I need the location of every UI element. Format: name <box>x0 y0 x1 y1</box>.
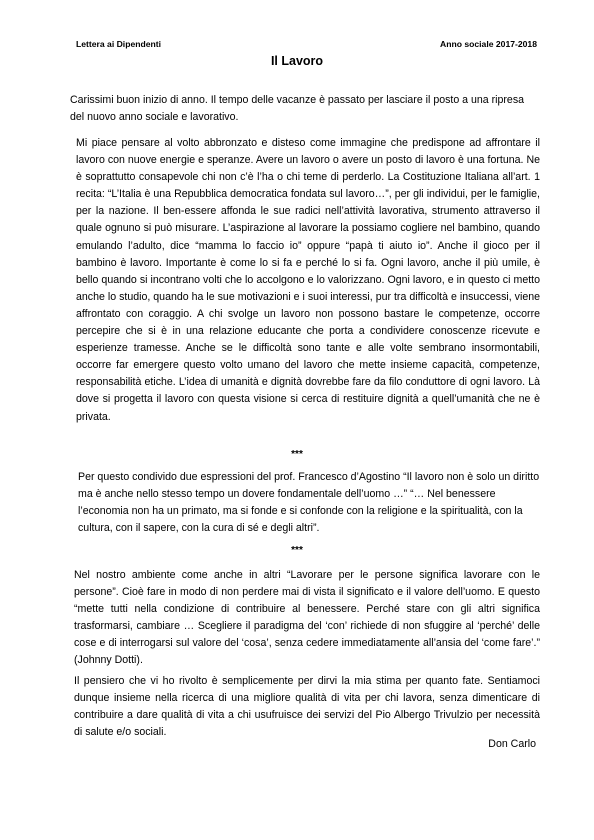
paragraph-intro: Carissimi buon inizio di anno. Il tempo delle vacanze è passato per lasciare il posto a una ripresa del nuovo anno sociale e lavorativo. <box>70 94 525 124</box>
paragraph-quote: Per questo condivido due espressioni del prof. Francesco d’Agostino “Il lavoro non è solo un diritto ma è anche nello stesso tempo un dovere fondamentale dell’uomo …” “… Nel benessere l’economia non ha un primato, ma si fonde e si confonde con la religione e la spiritualità, con la cultura, con il sapere, con la cura di sé e degli altri”. <box>78 471 540 535</box>
paragraph-main: Mi piace pensare al volto abbronzato e disteso come immagine che predispone ad affrontare il lavoro con nuove energie e speranze. Avere un lavoro o avere un posto di lavoro è una fortuna. Ne è soprattutto consapevole chi non c’è l’ha o chi teme di perderlo. La Costituzione Italiana all’art. 1 recita: “L’Italia è una Repubblica democratica fondata sul lavoro…”, per gli individui, per le famiglie, per la nazione. Il ben-essere affonda le sue radici nell’attività lavorativa, strumento attraverso il quale ognuno si può misurare. L’aspirazione al lavorare la possiamo cogliere nel bambino, quando emulando l’adulto, dice “mamma lo faccio io” oppure “papà ti aiuto io”. Anche il gioco per il bambino è lavoro. Importante è come lo si fa e perché lo si fa. Ogni lavoro, anche il più umile, è bello quando si incontrano volti che lo accolgono e lo valorizzano. Ogni lavoro, e in questo ci metto anche lo studio, quando ha le sue motivazioni e i suoi interessi, pur tra difficoltà e insuccessi, viene affrontato con coraggio. A chi svolge un lavoro non possono bastare le competenze, occorre percepire che si è in una relazione educante che porta a condividere conoscenze ricevute e esperienze tramesse. Anche se le difficoltà sono tante e alle volte sembrano insormontabili, occorre far emergere questo volto umano del lavoro che mette insieme capacità, competenze, responsabilità etiche. L’idea di umanità e dignità dovrebbe fare da filo conduttore di ogni lavoro. Là dove si progetta il lavoro con questa visione si cerca di restituire dignità a quell’umanità che ne è privata. <box>76 137 540 423</box>
paragraph-environment: Nel nostro ambiente come anche in altri “Lavorare per le persone significa lavorare con le persone”. Cioè fare in modo di non perdere mai di vista il significato e il valore dell’uomo. E questo “mette tutti nella condizione di contribuire al benessere. Perché stare con gli altri significa trasformarsi, cambiare … Scegliere il paradigma del ‘con’ richiede di non sfuggire al ‘perché’ delle cose e di interrogarsi sul valore del ‘cosa’, senza cedere immediatamente all’ansia del ‘come fare’.” (Johnny Dotti). <box>74 569 540 667</box>
separator-1: *** <box>291 449 303 460</box>
page-title: Il Lavoro <box>270 54 324 68</box>
signature: Don Carlo <box>488 738 536 750</box>
header-right: Anno sociale 2017-2018 <box>440 39 537 49</box>
header-left: Lettera ai Dipendenti <box>76 39 161 49</box>
paragraph-closing: Il pensiero che vi ho rivolto è semplicemente per dirvi la mia stima per quanto fate. Sentiamoci dunque insieme nella ricerca di una migliore qualità di vita per chi lavora, senza dimenticare di contribuire a dare qualità di vita a chi usufruisce dei servizi del Pio Albergo Trivulzio per necessità di salute e/o sociali. <box>74 675 540 739</box>
separator-2: *** <box>291 545 303 556</box>
